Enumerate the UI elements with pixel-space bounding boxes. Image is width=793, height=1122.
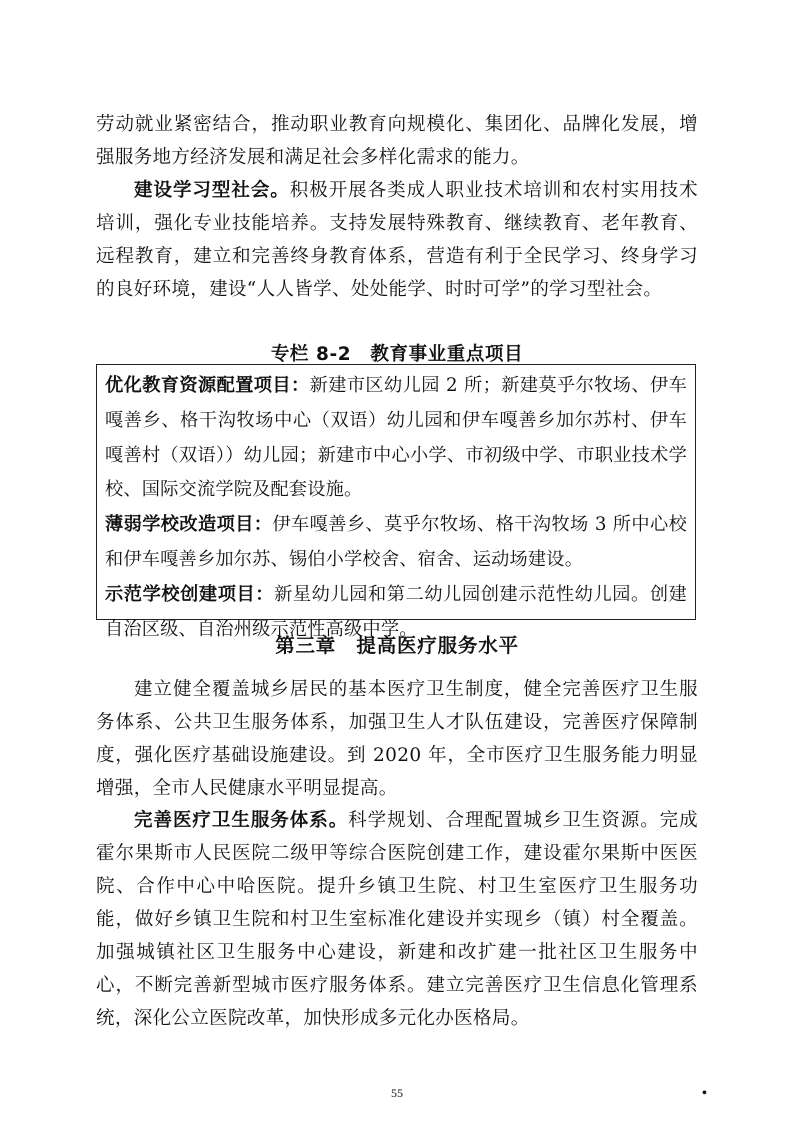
column-item-weak-schools	[105, 508, 687, 578]
paragraph-learning-society-text: 积极开展各类成人职业技术培训和农村实用技术培训，强化专业技能培养。支持发展特殊教育、继续教育、老年教育、远程教育，建立和完善终身教育体系，营造有利于全民学习、终身学习的良好环境，建设“人人皆学、处处能学、时时可学”的学习型社会。	[96, 180, 698, 300]
column-item-weak-schools-text: 伊车嘎善乡、莫乎尔牧场、格干沟牧场 3 所中心校和伊车嘎善乡加尔苏、锡伯小学校舍、宿舍、运动场建设。	[105, 514, 687, 570]
column-item-optimize-heading: 优化教育资源配置项目：	[105, 375, 310, 396]
page-number: 55	[391, 1086, 403, 1100]
paragraph-medical-system-heading: 完善医疗卫生服务体系。	[134, 810, 349, 831]
column-title: 专栏 8-2 教育事业重点项目	[270, 344, 524, 365]
footer-dot: •	[702, 1086, 707, 1101]
paragraph-vocational	[96, 108, 698, 174]
paragraph-learning-society-heading: 建设学习型社会。	[134, 180, 290, 201]
chapter-title: 第三章 提高医疗服务水平	[275, 634, 519, 657]
column-item-weak-schools-heading: 薄弱学校改造项目：	[105, 514, 273, 536]
column-box	[96, 364, 696, 640]
paragraph-medical-system-text: 科学规划、合理配置城乡卫生资源。完成霍尔果斯市人民医院二级甲等综合医院创建工作，建设霍尔果斯中医医院、合作中心中哈医院。提升乡镇卫生院、村卫生室医疗卫生服务功能，做好乡镇卫生院和村卫生室标准化建设并实现乡（镇）村全覆盖。加强城镇社区卫生服务中心建设，新建和改扩建一批社区卫生服务中心，不断完善新型城市医疗服务体系。建立完善医疗卫生信息化管理系统，深化公立医院改革，加快形成多元化办医格局。	[96, 810, 698, 1029]
paragraph-medical-system	[96, 804, 698, 1035]
paragraph-medical-intro-text: 建立健全覆盖城乡居民的基本医疗卫生制度，健全完善医疗卫生服务体系、公共卫生服务体系，加强卫生人才队伍建设，完善医疗保障制度，强化医疗基础设施建设。到 2020 年，全市医疗卫生服务能力明显增强，全市人民健康水平明显提高。	[96, 679, 698, 799]
paragraph-vocational-text: 劳动就业紧密结合，推动职业教育向规模化、集团化、品牌化发展，增强服务地方经济发展和满足社会多样化需求的能力。	[96, 114, 698, 168]
column-item-model-schools-heading: 示范学校创建项目：	[105, 583, 275, 605]
column-item-optimize-text: 新建市区幼儿园 2 所；新建莫乎尔牧场、伊车嘎善乡、格干沟牧场中心（双语）幼儿园和伊车嘎善乡加尔苏村、伊车嘎善村（双语））幼儿园；新建市中心小学、市初级中学、市职业技术学校、国际交流学院及配套设施。	[105, 375, 687, 501]
column-item-optimize	[105, 369, 687, 508]
paragraph-medical-intro	[96, 673, 698, 805]
column-item-model-schools-text: 新星幼儿园和第二幼儿园创建示范性幼儿园。创建自治区级、自治州级示范性高级中学。	[105, 583, 687, 640]
paragraph-learning-society	[96, 174, 698, 306]
